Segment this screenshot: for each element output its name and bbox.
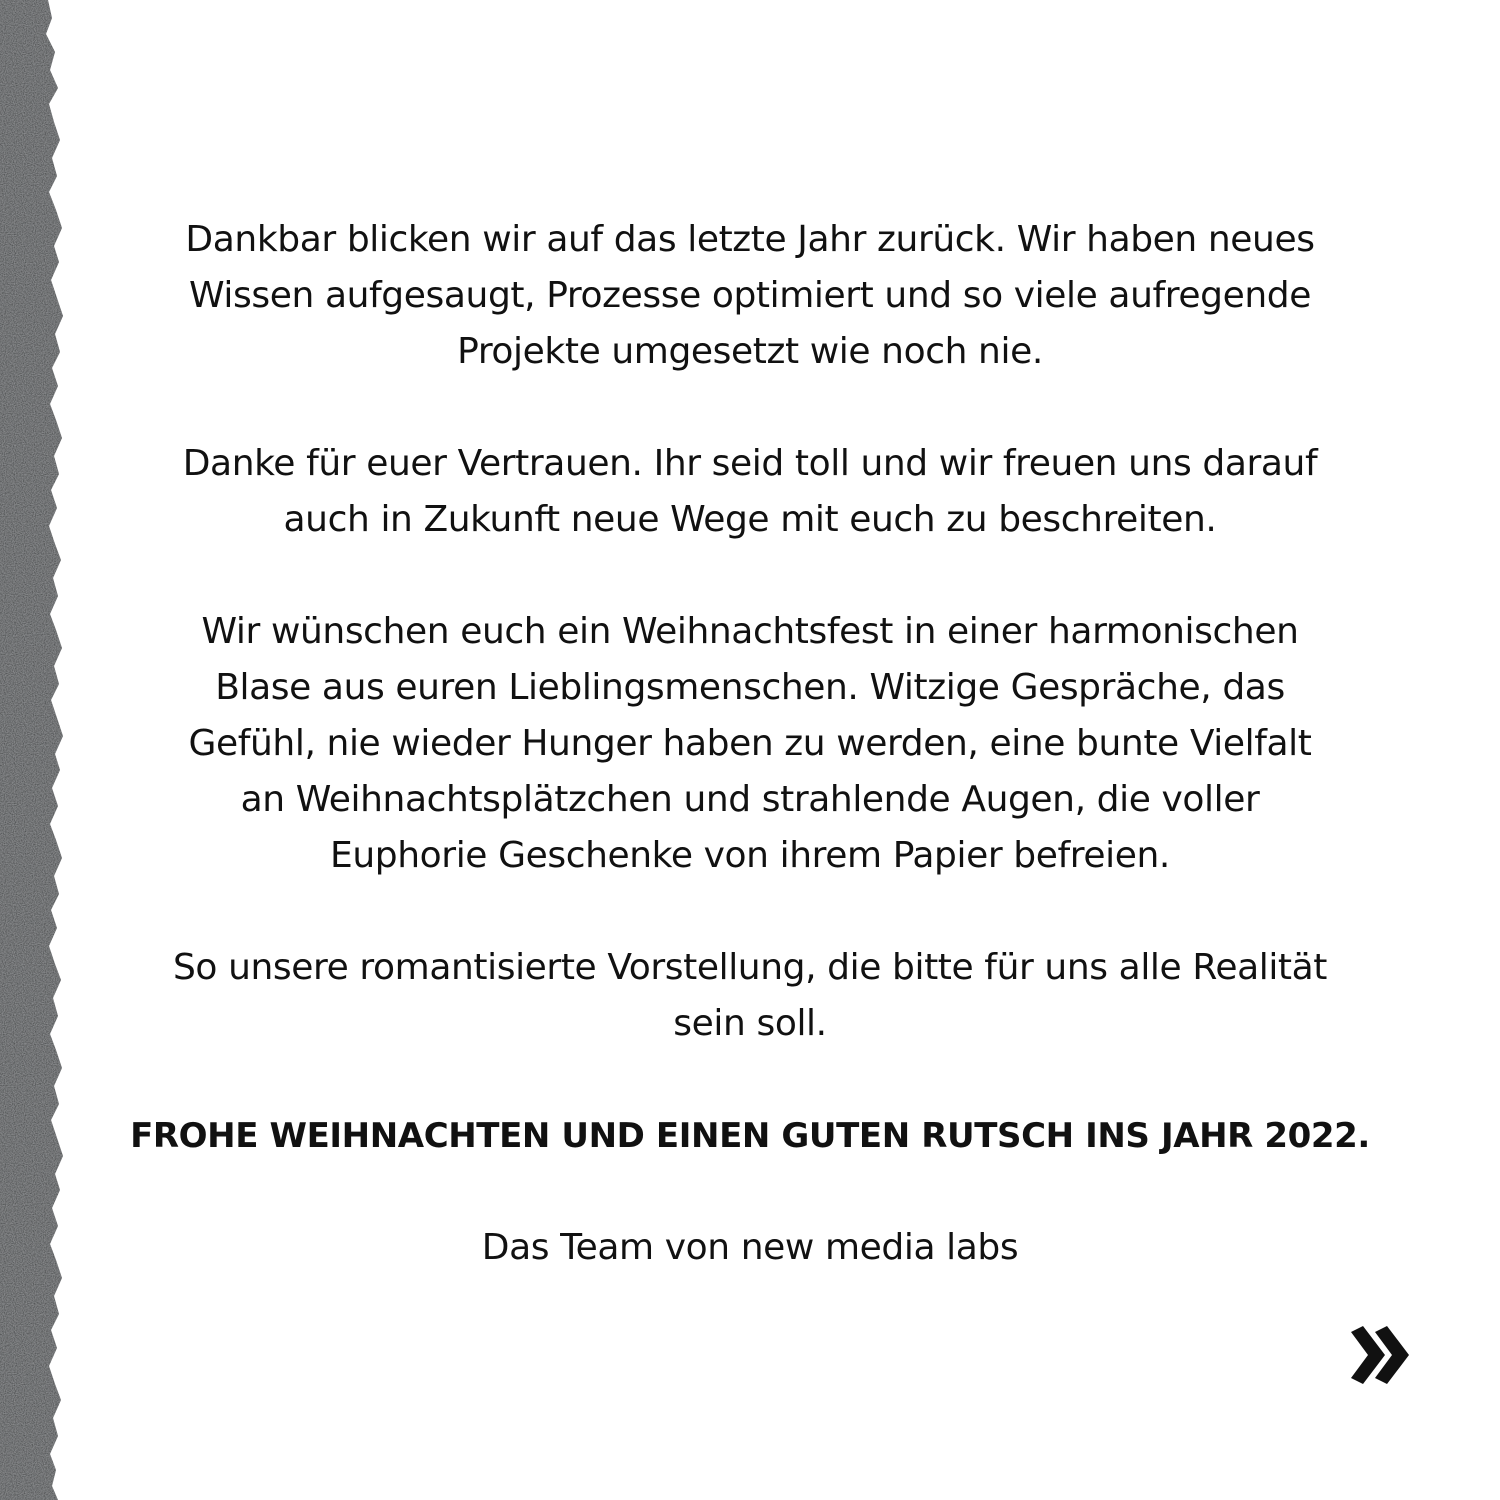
text-line: Dankbar blicken wir auf das letzte Jahr zurück. Wir haben neues [185,219,1315,260]
paragraph-wishes [80,604,1420,884]
torn-paper-shape [0,0,63,1500]
signature: Das Team von new media labs [481,1227,1019,1268]
greeting-headline: FROHE WEIHNACHTEN UND EINEN GUTEN RUTSCH INS JAHR 2022. [130,1116,1370,1156]
text-line: Gefühl, nie wieder Hunger haben zu werden, eine bunte Vielfalt [188,723,1312,764]
next-slide-button[interactable] [1347,1326,1413,1384]
text-line: Blase aus euren Lieblingsmenschen. Witzige Gespräche, das [215,667,1285,708]
message-body [80,212,1420,1276]
text-line: Danke für euer Vertrauen. Ihr seid toll und wir freuen uns darauf [182,443,1318,484]
paragraph-thanks [80,436,1420,548]
text-line: Euphorie Geschenke von ihrem Papier befreien. [330,835,1170,876]
text-line: sein soll. [673,1003,827,1044]
text-line: Wir wünschen euch ein Weihnachtsfest in einer harmonischen [201,611,1299,652]
text-line: Projekte umgesetzt wie noch nie. [457,331,1043,372]
paragraph-reality [80,940,1420,1052]
text-line: auch in Zukunft neue Wege mit euch zu beschreiten. [283,499,1217,540]
text-line: an Weihnachtsplätzchen und strahlende Augen, die voller [240,779,1260,820]
paragraph-gratitude [80,212,1420,380]
text-line: Wissen aufgesaugt, Prozesse optimiert und so viele aufregende [189,275,1311,316]
text-line: So unsere romantisierte Vorstellung, die bitte für uns alle Realität [172,947,1328,988]
torn-paper-edge [0,0,80,1500]
double-chevron-right-icon [1347,1326,1413,1384]
